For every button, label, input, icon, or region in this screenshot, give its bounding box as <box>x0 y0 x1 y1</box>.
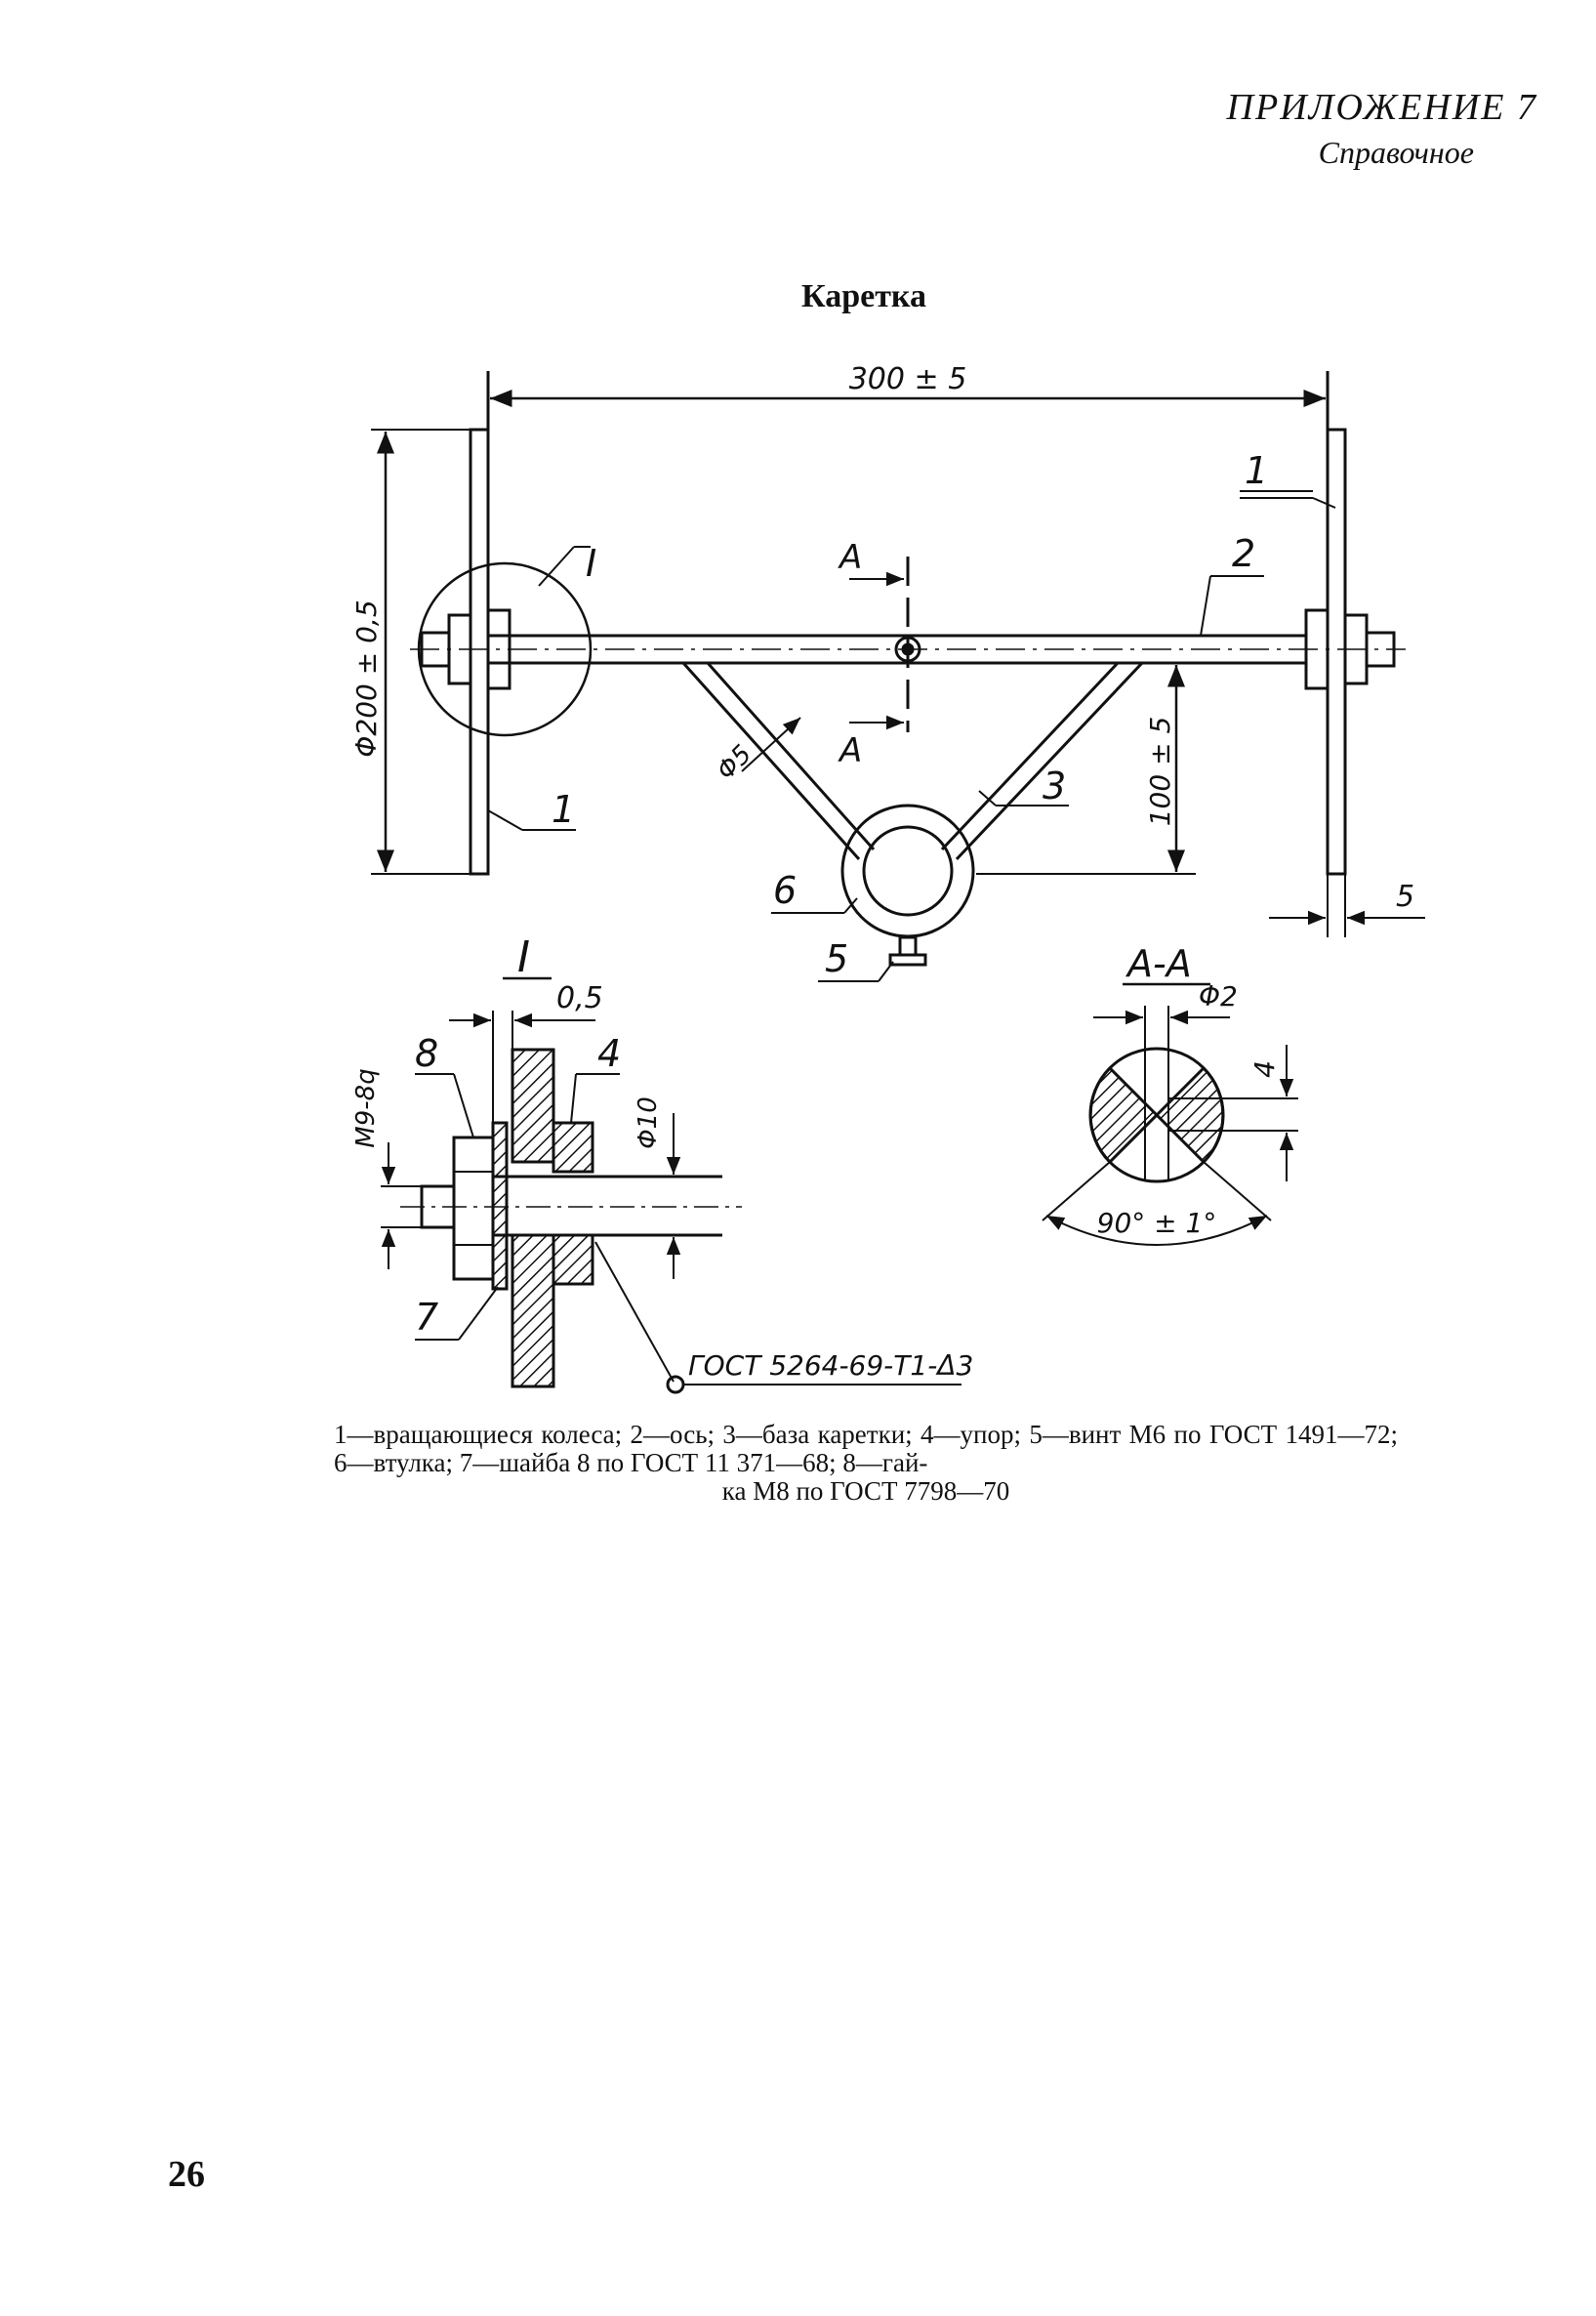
label-detail-I: I <box>586 542 597 585</box>
detail-title: I <box>517 932 530 982</box>
label-part-8: 8 <box>415 1032 439 1075</box>
main-view <box>350 362 1425 981</box>
label-part-1-left: 1 <box>552 788 576 831</box>
caption-line-2: ка M8 по ГОСТ 7798—70 <box>721 1476 1010 1506</box>
dim-axle-offset: 5 <box>1396 880 1415 914</box>
label-part-3: 3 <box>1043 765 1067 807</box>
dim-height: 100 ± 5 <box>1144 716 1176 827</box>
dim-gap: 0,5 <box>556 981 603 1015</box>
section-title: A-A <box>1127 942 1192 985</box>
detail-view <box>351 932 973 1392</box>
weld-spec: ГОСТ 5264-69-Т1-Δ3 <box>688 1349 974 1382</box>
figure-title: Каретка <box>801 278 926 314</box>
label-part-7: 7 <box>415 1296 439 1339</box>
label-part-6: 6 <box>773 869 798 912</box>
dim-diameter: Φ200 ± 0,5 <box>350 600 383 758</box>
dim-depth: 4 <box>1248 1060 1281 1078</box>
label-part-1-right: 1 <box>1245 449 1269 492</box>
right-wheel <box>1328 430 1345 874</box>
section-view <box>1043 942 1298 1245</box>
label-part-4: 4 <box>597 1032 622 1075</box>
appendix-kind: Справочное <box>1318 135 1474 170</box>
figure-caption <box>334 1421 1398 1506</box>
appendix-title: ПРИЛОЖЕНИЕ 7 <box>1226 87 1537 128</box>
sleeve <box>842 806 973 936</box>
section-mark-top: A <box>839 538 863 577</box>
label-part-5: 5 <box>825 937 849 980</box>
dim-hole: Φ2 <box>1199 980 1238 1013</box>
label-part-2: 2 <box>1232 532 1256 575</box>
left-wheel <box>471 430 488 874</box>
caption-line-1: 1—вращающиеся колеса; 2—ось; 3—база каретки; 4—упор; 5—винт M6 по ГОСТ 1491—72; 6—втулка; 7—шайба 8 по ГОСТ 11 371—68; 8—гай- <box>334 1420 1398 1477</box>
dim-rod-diameter: Φ5 <box>711 739 758 786</box>
dim-thread: M9-8q <box>351 1068 381 1148</box>
dim-shaft: Φ10 <box>634 1096 663 1149</box>
page-number: 26 <box>168 2154 205 2195</box>
section-mark-bottom: A <box>839 731 863 770</box>
dim-width: 300 ± 5 <box>848 362 967 396</box>
dim-angle: 90° ± 1° <box>1096 1207 1217 1239</box>
